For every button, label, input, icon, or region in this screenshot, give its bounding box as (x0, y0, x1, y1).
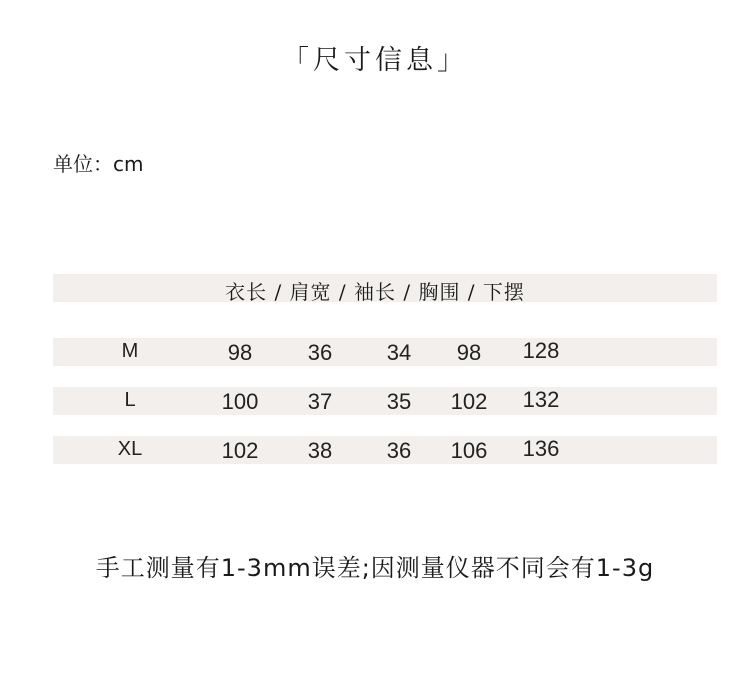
length-cell: 98 (227, 340, 253, 365)
unit-label: 单位：cm (53, 152, 144, 176)
shoulder-cell: 38 (307, 438, 333, 463)
sleeve-cell: 36 (386, 438, 412, 463)
chest-cell: 98 (456, 340, 482, 365)
table-header: 衣长 / 肩宽 / 袖长 / 胸围 / 下摆 (225, 280, 525, 304)
sleeve-cell: 35 (386, 389, 412, 414)
size-cell: L (124, 389, 136, 411)
length-cell: 102 (221, 438, 259, 463)
size-cell: M (121, 340, 139, 362)
page-title: 「尺寸信息」 (282, 45, 468, 76)
chest-cell: 106 (450, 438, 488, 463)
table-row (0, 387, 750, 417)
measurement-note: 手工测量有1-3mm误差;因测量仪器不同会有1-3g (95, 554, 655, 582)
hem-cell: 128 (522, 338, 560, 363)
table-row (0, 436, 750, 466)
chest-cell: 102 (450, 389, 488, 414)
shoulder-cell: 37 (307, 389, 333, 414)
length-cell: 100 (221, 389, 259, 414)
table-row (0, 338, 750, 368)
hem-cell: 136 (522, 436, 560, 461)
size-cell: XL (117, 438, 143, 460)
shoulder-cell: 36 (307, 340, 333, 365)
hem-cell: 132 (522, 387, 560, 412)
sleeve-cell: 34 (386, 340, 412, 365)
